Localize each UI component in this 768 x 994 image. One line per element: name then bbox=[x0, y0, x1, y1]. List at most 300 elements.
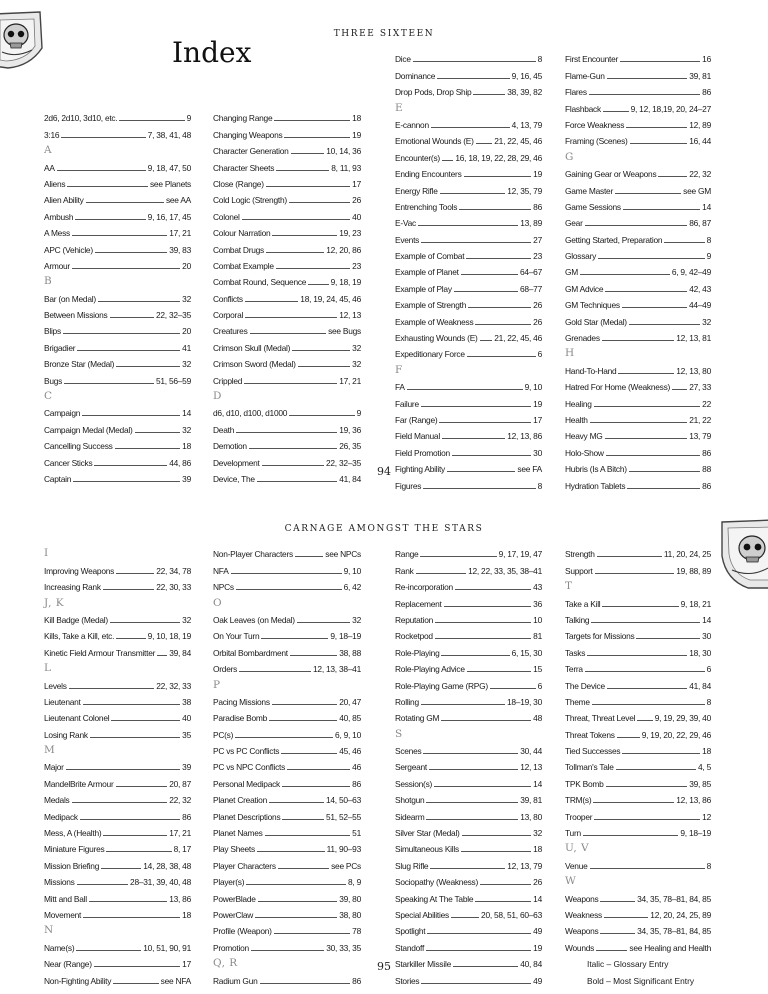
index-term: GM bbox=[565, 267, 578, 278]
page-refs: 9, 19, 20, 22, 29, 46 bbox=[641, 729, 711, 740]
index-term: Targets for Missions bbox=[565, 631, 635, 642]
leader-dots bbox=[595, 573, 675, 574]
leader-dots bbox=[466, 258, 531, 259]
page-refs: 14 bbox=[533, 893, 542, 904]
leader-dots bbox=[434, 786, 531, 787]
index-entry bbox=[44, 222, 191, 238]
leader-dots bbox=[90, 737, 180, 738]
index-entry bbox=[213, 418, 361, 434]
index-column-4 bbox=[565, 48, 711, 491]
leader-dots bbox=[442, 160, 453, 161]
leader-dots bbox=[231, 573, 342, 574]
index-term: Radium Gun bbox=[213, 975, 258, 986]
index-term: Medals bbox=[44, 795, 70, 806]
page-refs: 9, 10 bbox=[343, 565, 361, 576]
index-entry bbox=[44, 255, 191, 271]
section-letter: M bbox=[44, 744, 56, 757]
index-entry bbox=[213, 123, 361, 139]
index-entry bbox=[395, 838, 542, 854]
leader-dots bbox=[585, 671, 705, 672]
section-letter: B bbox=[44, 275, 53, 288]
page-header-top: THREE SIXTEEN bbox=[333, 29, 435, 39]
index-entry bbox=[395, 756, 542, 772]
page-refs: 19 bbox=[533, 398, 542, 409]
index-entry bbox=[565, 294, 711, 310]
page-refs: 12, 20, 86 bbox=[326, 244, 361, 255]
index-term: Kills, Take a Kill, etc. bbox=[44, 631, 115, 642]
page-refs: 6, 9, 42–49 bbox=[671, 267, 711, 278]
index-entry bbox=[565, 48, 711, 64]
index-term: Gold Star (Medal) bbox=[565, 316, 627, 327]
index-term: PC vs NPC Conflicts bbox=[213, 762, 286, 773]
index-term: Levels bbox=[44, 680, 67, 691]
index-term: Rolling bbox=[395, 696, 419, 707]
page-refs: 39, 80 bbox=[339, 893, 361, 904]
index-entry bbox=[395, 212, 542, 228]
index-entry bbox=[44, 369, 191, 385]
page-refs: 6 bbox=[706, 664, 711, 675]
page-refs: 34, 35, 78–81, 84, 85 bbox=[637, 926, 711, 937]
index-term: Device, The bbox=[213, 473, 255, 484]
page-refs: 9, 19, 29, 39, 40 bbox=[654, 713, 711, 724]
page-refs: 51 bbox=[352, 828, 361, 839]
index-term: Flame-Gun bbox=[565, 70, 605, 81]
page-refs: 23 bbox=[533, 251, 542, 262]
index-entry bbox=[395, 871, 542, 887]
index-term: Player Characters bbox=[213, 860, 276, 871]
leader-dots bbox=[287, 769, 350, 770]
index-term: Example of Play bbox=[395, 283, 452, 294]
index-term: E-Vac bbox=[395, 218, 416, 229]
leader-dots bbox=[272, 704, 337, 705]
index-term: Play Sheets bbox=[213, 844, 255, 855]
leader-dots bbox=[258, 901, 338, 902]
leader-dots bbox=[292, 350, 350, 351]
page-refs: 19 bbox=[533, 169, 542, 180]
page-refs: 17 bbox=[533, 414, 542, 425]
index-entry bbox=[44, 336, 191, 352]
index-term: Planet Names bbox=[213, 828, 263, 839]
leader-dots bbox=[260, 983, 351, 984]
page-refs: 32 bbox=[533, 828, 542, 839]
index-term: 3:16 bbox=[44, 129, 60, 140]
page-refs: 9, 18, 19 bbox=[330, 277, 361, 288]
index-term: Gear bbox=[565, 218, 583, 229]
page-refs: 86, 87 bbox=[689, 218, 711, 229]
index-term: Cancer Sticks bbox=[44, 457, 93, 468]
index-term: Bar (on Medal) bbox=[44, 293, 96, 304]
index-entry bbox=[213, 740, 361, 756]
section-letter: S bbox=[395, 727, 403, 740]
leader-dots bbox=[274, 933, 350, 934]
index-entry bbox=[395, 376, 542, 392]
leader-dots bbox=[72, 235, 167, 236]
index-entry bbox=[213, 887, 361, 903]
page-refs: 9, 18, 47, 50 bbox=[147, 162, 191, 173]
index-entry bbox=[213, 271, 361, 287]
index-term: Example of Planet bbox=[395, 267, 459, 278]
index-term: Far (Range) bbox=[395, 414, 438, 425]
page-refs: 14 bbox=[533, 778, 542, 789]
page-refs: 44–49 bbox=[688, 300, 711, 311]
index-term: Hand-To-Hand bbox=[565, 365, 617, 376]
page-refs: 4, 13, 79 bbox=[511, 119, 542, 130]
page-refs: 8 bbox=[706, 860, 711, 871]
page-refs: 12, 13 bbox=[339, 310, 361, 321]
leader-dots bbox=[80, 819, 180, 820]
page-refs: 11, 20, 24, 25 bbox=[663, 549, 711, 560]
page-refs: 22 bbox=[702, 398, 711, 409]
page-refs: 32 bbox=[352, 342, 361, 353]
leader-dots bbox=[284, 137, 350, 138]
leader-dots bbox=[440, 193, 506, 194]
page-refs: 38, 80 bbox=[339, 909, 361, 920]
index-term: APC (Vehicle) bbox=[44, 244, 93, 255]
index-term: Paradise Bomb bbox=[213, 713, 268, 724]
page-refs: 22, 32 bbox=[689, 169, 711, 180]
index-entry bbox=[44, 304, 191, 320]
section-letter: G bbox=[565, 150, 574, 163]
index-entry bbox=[395, 245, 542, 261]
leader-dots bbox=[72, 802, 168, 803]
index-entry bbox=[213, 320, 361, 336]
leader-dots bbox=[431, 127, 510, 128]
page-refs: 38 bbox=[182, 696, 191, 707]
skull-shield-emblem-top-left bbox=[0, 8, 44, 70]
index-entry bbox=[565, 658, 711, 674]
page-refs: 27 bbox=[533, 234, 542, 245]
leader-dots bbox=[257, 481, 337, 482]
index-column-5 bbox=[44, 543, 191, 986]
page-refs: 14 bbox=[702, 614, 711, 625]
index-entry bbox=[395, 196, 542, 212]
index-entry bbox=[44, 838, 191, 854]
leader-dots bbox=[421, 406, 531, 407]
page-refs: 6 bbox=[537, 349, 542, 360]
index-term: Oak Leaves (on Medal) bbox=[213, 614, 295, 625]
index-term: Close (Range) bbox=[213, 178, 264, 189]
leader-dots bbox=[239, 671, 311, 672]
index-term: Mission Briefing bbox=[44, 860, 100, 871]
page-refs: 6, 15, 30 bbox=[511, 647, 542, 658]
index-entry bbox=[213, 772, 361, 788]
index-entry bbox=[213, 756, 361, 772]
index-entry bbox=[565, 740, 711, 756]
leader-dots bbox=[636, 638, 700, 639]
index-term: Character Sheets bbox=[213, 162, 275, 173]
page-refs: 12, 13, 86 bbox=[676, 795, 711, 806]
leader-dots bbox=[272, 235, 337, 236]
leader-dots bbox=[116, 638, 145, 639]
page-refs: 17, 21 bbox=[169, 228, 191, 239]
index-term: Theme bbox=[565, 696, 590, 707]
index-entry bbox=[213, 805, 361, 821]
index-term: Game Sessions bbox=[565, 201, 621, 212]
index-term: Session(s) bbox=[395, 778, 433, 789]
page-refs: 32 bbox=[182, 424, 191, 435]
index-term: AA bbox=[44, 162, 55, 173]
index-entry bbox=[213, 871, 361, 887]
leader-dots bbox=[110, 622, 180, 623]
index-entry bbox=[565, 196, 711, 212]
page-refs: see PCs bbox=[331, 860, 361, 871]
index-entry bbox=[44, 353, 191, 369]
index-entry bbox=[44, 189, 191, 205]
leader-dots bbox=[604, 917, 648, 918]
page-refs: 64–67 bbox=[519, 267, 542, 278]
index-entry bbox=[44, 641, 191, 657]
page-refs: 22, 32 bbox=[169, 795, 191, 806]
page-refs: 11, 90–93 bbox=[326, 844, 361, 855]
index-term: Captain bbox=[44, 473, 72, 484]
index-term: Grenades bbox=[565, 333, 600, 344]
index-entry bbox=[44, 789, 191, 805]
index-term: Planet Creation bbox=[213, 795, 267, 806]
page-refs: 21, 22 bbox=[689, 414, 711, 425]
index-entry bbox=[213, 609, 361, 625]
section-letter: C bbox=[44, 390, 53, 403]
index-term: Lieutenant Colonel bbox=[44, 713, 110, 724]
index-entry bbox=[44, 559, 191, 575]
leader-dots bbox=[157, 655, 167, 656]
leader-dots bbox=[251, 950, 324, 951]
index-entry bbox=[44, 707, 191, 723]
section-letter: O bbox=[213, 596, 223, 609]
index-entry bbox=[213, 287, 361, 303]
index-entry bbox=[44, 691, 191, 707]
index-entry bbox=[565, 543, 711, 559]
leader-dots bbox=[245, 301, 298, 302]
index-entry bbox=[395, 327, 542, 343]
index-term: Dice bbox=[395, 54, 411, 65]
index-term: Orders bbox=[213, 664, 238, 675]
index-entry bbox=[565, 261, 711, 277]
page-refs: 86 bbox=[182, 811, 191, 822]
page-refs: 17 bbox=[182, 959, 191, 970]
index-term: d6, d10, d100, d1000 bbox=[213, 408, 288, 419]
page-refs: 16 bbox=[702, 54, 711, 65]
page-refs: 17, 21 bbox=[339, 375, 361, 386]
leader-dots bbox=[426, 950, 531, 951]
leader-dots bbox=[421, 983, 531, 984]
leader-dots bbox=[113, 983, 158, 984]
index-entry bbox=[44, 756, 191, 772]
page-refs: 21, 22, 45, 46 bbox=[494, 333, 542, 344]
index-term: Force Weakness bbox=[565, 119, 625, 130]
leader-dots bbox=[480, 884, 531, 885]
page-refs: 23 bbox=[352, 260, 361, 271]
leader-dots bbox=[606, 786, 688, 787]
leader-dots bbox=[602, 340, 674, 341]
leader-dots bbox=[73, 481, 180, 482]
index-entry bbox=[565, 64, 711, 80]
index-entry bbox=[44, 887, 191, 903]
index-entry bbox=[213, 402, 361, 418]
index-term: Silver Star (Medal) bbox=[395, 828, 460, 839]
page-refs: 41, 84 bbox=[689, 680, 711, 691]
leader-dots bbox=[600, 901, 635, 902]
page-refs: 13, 80 bbox=[520, 811, 542, 822]
index-term: PowerClaw bbox=[213, 909, 254, 920]
leader-dots bbox=[626, 127, 687, 128]
leader-dots bbox=[607, 688, 687, 689]
index-entry bbox=[213, 936, 361, 952]
index-entry bbox=[395, 805, 542, 821]
page-refs: 49 bbox=[533, 926, 542, 937]
section-letter: L bbox=[44, 662, 52, 675]
leader-dots bbox=[106, 851, 171, 852]
index-entry bbox=[44, 123, 191, 139]
leader-dots bbox=[282, 786, 350, 787]
index-entry bbox=[44, 156, 191, 172]
index-entry bbox=[565, 592, 711, 608]
index-term: Pacing Missions bbox=[213, 696, 270, 707]
index-entry bbox=[213, 658, 361, 674]
index-term: Encounter(s) bbox=[395, 152, 440, 163]
section-letter: F bbox=[395, 363, 403, 376]
leader-dots bbox=[298, 366, 350, 367]
leader-dots bbox=[119, 120, 184, 121]
page-refs: 12, 13, 86 bbox=[507, 431, 542, 442]
leader-dots bbox=[135, 432, 181, 433]
index-entry bbox=[44, 822, 191, 838]
index-entry bbox=[213, 641, 361, 657]
leader-dots bbox=[583, 835, 678, 836]
index-entry bbox=[395, 48, 542, 64]
legend-line: Italic – Glossary Entry bbox=[587, 959, 669, 970]
index-term: Spotlight bbox=[395, 926, 426, 937]
index-entry bbox=[565, 904, 711, 920]
leader-dots bbox=[295, 556, 323, 557]
index-term: Events bbox=[395, 234, 420, 245]
page-refs: 18–19, 30 bbox=[506, 696, 542, 707]
leader-dots bbox=[473, 94, 505, 95]
leader-dots bbox=[580, 274, 670, 275]
index-term: Role-Playing Advice bbox=[395, 664, 465, 675]
index-entry bbox=[395, 261, 542, 277]
index-entry bbox=[213, 156, 361, 172]
index-term: Colonel bbox=[213, 211, 240, 222]
index-entry bbox=[565, 310, 711, 326]
index-term: Turn bbox=[565, 828, 581, 839]
page-refs: 34, 35, 78–81, 84, 85 bbox=[637, 893, 711, 904]
index-term: Glossary bbox=[565, 251, 597, 262]
index-entry bbox=[565, 327, 711, 343]
index-entry bbox=[44, 871, 191, 887]
index-term: Bronze Star (Medal) bbox=[44, 359, 115, 370]
index-term: Flashback bbox=[565, 103, 601, 114]
leader-dots bbox=[455, 589, 531, 590]
index-term: Replacement bbox=[395, 598, 442, 609]
page-refs: 41 bbox=[182, 342, 191, 353]
leader-dots bbox=[76, 950, 141, 951]
leader-dots bbox=[452, 455, 531, 456]
index-entry bbox=[395, 343, 542, 359]
leader-dots bbox=[115, 448, 181, 449]
index-term: Role-Playing bbox=[395, 647, 440, 658]
page-refs: 6, 42 bbox=[343, 582, 361, 593]
index-entry bbox=[213, 435, 361, 451]
leader-dots bbox=[269, 802, 324, 803]
page-refs: 81 bbox=[533, 631, 542, 642]
leader-dots bbox=[627, 488, 700, 489]
index-entry bbox=[44, 772, 191, 788]
leader-dots bbox=[616, 769, 696, 770]
index-term: Example of Weakness bbox=[395, 316, 474, 327]
index-entry bbox=[213, 691, 361, 707]
index-entry bbox=[395, 441, 542, 457]
page-refs: 8, 17 bbox=[173, 844, 191, 855]
leader-dots bbox=[587, 655, 687, 656]
index-term: Weakness bbox=[565, 909, 602, 920]
index-entry bbox=[213, 336, 361, 352]
leader-dots bbox=[442, 438, 505, 439]
index-entry bbox=[395, 277, 542, 293]
leader-dots bbox=[69, 688, 155, 689]
page-refs: see AA bbox=[165, 195, 191, 206]
index-column-8 bbox=[565, 543, 711, 986]
index-term: Energy Rifle bbox=[395, 185, 438, 196]
section-letter: Q, R bbox=[213, 957, 238, 970]
leader-dots bbox=[435, 638, 531, 639]
index-entry bbox=[565, 392, 711, 408]
leader-dots bbox=[594, 819, 700, 820]
page-refs: 49 bbox=[533, 975, 542, 986]
page-refs: 39, 85 bbox=[689, 778, 711, 789]
index-term: Movement bbox=[44, 909, 82, 920]
leader-dots bbox=[461, 851, 531, 852]
index-entry bbox=[565, 641, 711, 657]
page-refs: 9, 18–19 bbox=[680, 828, 711, 839]
index-column-6 bbox=[213, 543, 361, 986]
index-term: FA bbox=[395, 382, 405, 393]
index-term: Profile (Weapon) bbox=[213, 926, 272, 937]
page-refs: 10, 14, 36 bbox=[326, 146, 361, 157]
index-entry bbox=[44, 320, 191, 336]
leader-dots bbox=[672, 389, 687, 390]
page-refs: 32 bbox=[702, 316, 711, 327]
index-term: Corporal bbox=[213, 310, 244, 321]
index-entry bbox=[395, 179, 542, 195]
index-term: Hatred For Home (Weakness) bbox=[565, 382, 671, 393]
index-entry bbox=[44, 205, 191, 221]
index-entry bbox=[395, 543, 542, 559]
index-term: Major bbox=[44, 762, 64, 773]
leader-dots bbox=[435, 622, 531, 623]
leader-dots bbox=[75, 219, 145, 220]
index-term: Mitt and Ball bbox=[44, 893, 87, 904]
index-term: Figures bbox=[395, 480, 422, 491]
page-refs: 18 bbox=[702, 746, 711, 757]
leader-dots bbox=[467, 671, 531, 672]
leader-dots bbox=[618, 373, 674, 374]
page-refs: 7, 38, 41, 48 bbox=[147, 129, 191, 140]
index-term: Weapons bbox=[565, 926, 599, 937]
leader-dots bbox=[77, 350, 180, 351]
index-term: Starkiller Missile bbox=[395, 959, 451, 970]
index-term: Cancelling Success bbox=[44, 441, 113, 452]
index-term: Hubris (Is A Bitch) bbox=[565, 464, 627, 475]
page-refs: 30, 44 bbox=[520, 746, 542, 757]
leader-dots bbox=[468, 307, 531, 308]
index-term: Speaking At The Table bbox=[395, 893, 474, 904]
leader-dots bbox=[605, 438, 688, 439]
leader-dots bbox=[89, 901, 167, 902]
page-number-top: 94 bbox=[377, 465, 391, 478]
index-term: Campaign Medal (Medal) bbox=[44, 424, 133, 435]
leader-dots bbox=[426, 802, 518, 803]
page-refs: 88 bbox=[702, 464, 711, 475]
